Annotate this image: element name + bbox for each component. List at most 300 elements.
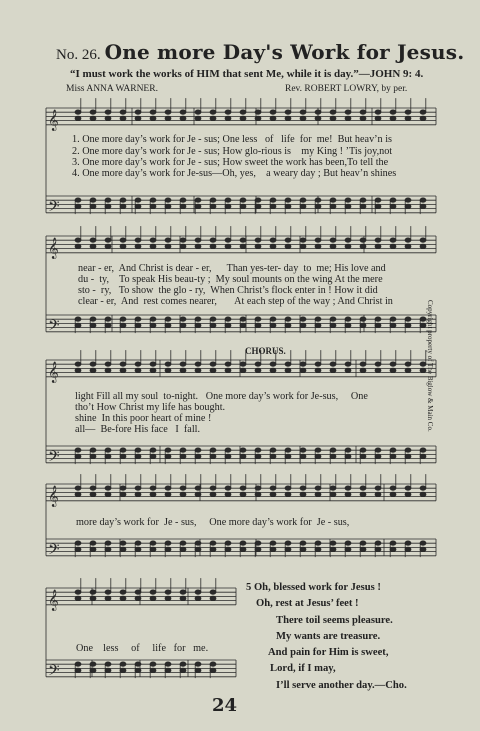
note-head [225, 541, 231, 545]
note-head [330, 244, 336, 248]
lyric-line: One less of life for me. [76, 643, 209, 654]
note-head [210, 323, 216, 327]
note-head [120, 590, 126, 594]
note-head [420, 492, 426, 496]
note-head [330, 317, 336, 321]
note-head [330, 362, 336, 366]
note-head [330, 486, 336, 490]
note-head [165, 486, 171, 490]
note-head [90, 238, 96, 242]
note-head [375, 204, 381, 208]
note-head [405, 204, 411, 208]
note-head [135, 323, 141, 327]
note-head [270, 317, 276, 321]
note-head [105, 116, 111, 120]
note-head [135, 662, 141, 666]
note-head [405, 110, 411, 114]
note-head [390, 492, 396, 496]
hymn-title: One more Day's Work for Jesus. [104, 40, 465, 64]
note-head [315, 323, 321, 327]
note-head [390, 204, 396, 208]
note-head [150, 110, 156, 114]
bass-clef-icon: 𝄢 [48, 540, 60, 562]
note-head [120, 454, 126, 458]
bass-clef-icon: 𝄢 [48, 197, 60, 219]
note-head [270, 541, 276, 545]
note-head [165, 244, 171, 248]
note-head [180, 590, 186, 594]
note-head [195, 362, 201, 366]
note-head [120, 110, 126, 114]
note-head [90, 662, 96, 666]
note-head [420, 448, 426, 452]
note-head [360, 547, 366, 551]
note-head [105, 596, 111, 600]
note-head [255, 492, 261, 496]
lyricist-credit: Miss ANNA WARNER. [66, 84, 158, 94]
note-head [225, 547, 231, 551]
note-head [390, 198, 396, 202]
note-head [270, 198, 276, 202]
note-head [135, 596, 141, 600]
note-head [120, 547, 126, 551]
verse-line: And pain for Him is sweet, [268, 647, 389, 659]
note-head [420, 547, 426, 551]
note-head [360, 204, 366, 208]
note-head [180, 110, 186, 114]
note-head [330, 492, 336, 496]
note-head [180, 368, 186, 372]
note-head [195, 238, 201, 242]
note-head [390, 110, 396, 114]
note-head [195, 116, 201, 120]
note-head [300, 547, 306, 551]
note-head [165, 362, 171, 366]
note-head [240, 362, 246, 366]
note-head [75, 662, 81, 666]
note-head [390, 454, 396, 458]
note-head [285, 323, 291, 327]
note-head [180, 596, 186, 600]
note-head [405, 492, 411, 496]
note-head [375, 198, 381, 202]
note-head [345, 244, 351, 248]
note-head [255, 317, 261, 321]
note-head [90, 590, 96, 594]
note-head [210, 317, 216, 321]
note-head [300, 454, 306, 458]
note-head [210, 541, 216, 545]
note-head [210, 547, 216, 551]
note-head [345, 110, 351, 114]
page-number: 24 [212, 695, 238, 716]
note-head [255, 238, 261, 242]
note-head [135, 590, 141, 594]
note-head [195, 198, 201, 202]
note-head [165, 198, 171, 202]
note-head [390, 323, 396, 327]
note-head [300, 110, 306, 114]
note-head [390, 368, 396, 372]
note-head [150, 662, 156, 666]
note-head [210, 204, 216, 208]
note-head [420, 238, 426, 242]
note-head [195, 454, 201, 458]
note-head [150, 368, 156, 372]
note-head [420, 116, 426, 120]
note-head [105, 198, 111, 202]
verse-line: 5 Oh, blessed work for Jesus ! [246, 582, 381, 593]
note-head [240, 492, 246, 496]
note-head [165, 238, 171, 242]
note-head [390, 244, 396, 248]
note-head [75, 323, 81, 327]
note-head [405, 244, 411, 248]
note-head [120, 368, 126, 372]
note-head [120, 323, 126, 327]
note-head [135, 454, 141, 458]
note-head [105, 317, 111, 321]
note-head [75, 547, 81, 551]
note-head [375, 244, 381, 248]
note-head [105, 362, 111, 366]
note-head [165, 204, 171, 208]
note-head [420, 198, 426, 202]
note-head [195, 323, 201, 327]
note-head [105, 486, 111, 490]
note-head [285, 198, 291, 202]
note-head [285, 238, 291, 242]
note-head [330, 541, 336, 545]
note-head [150, 238, 156, 242]
note-head [225, 198, 231, 202]
note-head [375, 368, 381, 372]
note-head [150, 486, 156, 490]
note-head [255, 448, 261, 452]
note-head [210, 368, 216, 372]
note-head [120, 317, 126, 321]
note-head [330, 110, 336, 114]
note-head [255, 362, 261, 366]
note-head [405, 541, 411, 545]
note-head [180, 238, 186, 242]
note-head [375, 323, 381, 327]
note-head [330, 204, 336, 208]
note-head [345, 486, 351, 490]
note-head [225, 317, 231, 321]
note-head [255, 198, 261, 202]
note-head [225, 204, 231, 208]
note-head [150, 492, 156, 496]
note-head [75, 110, 81, 114]
note-head [105, 368, 111, 372]
note-head [225, 486, 231, 490]
note-head [135, 448, 141, 452]
note-head [120, 596, 126, 600]
note-head [315, 448, 321, 452]
note-head [90, 547, 96, 551]
note-head [345, 238, 351, 242]
note-head [405, 547, 411, 551]
note-head [225, 492, 231, 496]
note-head [240, 486, 246, 490]
note-head [105, 547, 111, 551]
note-head [195, 368, 201, 372]
note-head [105, 454, 111, 458]
note-head [375, 362, 381, 366]
note-head [360, 368, 366, 372]
note-head [270, 204, 276, 208]
note-head [255, 547, 261, 551]
note-head [150, 204, 156, 208]
note-head [240, 547, 246, 551]
note-head [315, 368, 321, 372]
note-head [150, 448, 156, 452]
note-head [285, 486, 291, 490]
note-head [180, 198, 186, 202]
treble-clef-icon: 𝄞 [48, 109, 59, 131]
note-head [105, 668, 111, 672]
note-head [270, 448, 276, 452]
note-head [105, 204, 111, 208]
note-head [240, 317, 246, 321]
note-head [210, 110, 216, 114]
note-head [150, 547, 156, 551]
hymn-header [56, 40, 464, 64]
note-head [120, 492, 126, 496]
note-head [210, 454, 216, 458]
note-head [165, 662, 171, 666]
note-head [405, 448, 411, 452]
note-head [315, 547, 321, 551]
note-head [270, 323, 276, 327]
note-head [375, 486, 381, 490]
note-head [315, 362, 321, 366]
note-head [405, 198, 411, 202]
note-head [375, 116, 381, 120]
verse-line: There toil seems pleasure. [276, 614, 393, 626]
note-head [315, 110, 321, 114]
lyric-line: all— Be-fore His face I fall. [75, 424, 201, 435]
note-head [360, 244, 366, 248]
verse-line: Oh, rest at Jesus’ feet ! [256, 598, 359, 610]
note-head [270, 454, 276, 458]
note-head [420, 486, 426, 490]
verse-line: Lord, if I may, [270, 663, 336, 675]
verse-line: My wants are treasure. [276, 630, 381, 642]
note-head [315, 238, 321, 242]
note-head [90, 317, 96, 321]
lyric-line: du - ty, To speak His beau-ty ; My soul mounts on the wing At the mere [78, 274, 383, 285]
treble-clef-icon: 𝄞 [48, 485, 59, 507]
note-head [405, 238, 411, 242]
verse-line: I’ll serve another day.—Cho. [276, 679, 407, 691]
note-head [75, 368, 81, 372]
note-head [75, 492, 81, 496]
note-head [240, 244, 246, 248]
note-head [180, 323, 186, 327]
note-head [225, 116, 231, 120]
note-head [390, 317, 396, 321]
note-head [105, 492, 111, 496]
note-head [210, 596, 216, 600]
note-head [180, 547, 186, 551]
note-head [360, 110, 366, 114]
note-head [165, 590, 171, 594]
note-head [210, 668, 216, 672]
note-head [150, 454, 156, 458]
note-head [330, 323, 336, 327]
note-head [375, 454, 381, 458]
note-head [165, 323, 171, 327]
lyric-line: light Fill all my soul to-night. One more day’s work for Je-sus, One [75, 391, 368, 402]
note-head [285, 547, 291, 551]
note-head [270, 492, 276, 496]
note-head [150, 668, 156, 672]
verse-five [246, 580, 407, 694]
note-head [285, 362, 291, 366]
lyric-line: clear - er, And rest comes nearer, At each step of the way ; And Christ in [78, 296, 393, 307]
note-head [150, 541, 156, 545]
note-head [405, 486, 411, 490]
note-head [195, 110, 201, 114]
note-head [240, 323, 246, 327]
note-head [225, 362, 231, 366]
note-head [105, 662, 111, 666]
note-head [360, 454, 366, 458]
note-head [240, 204, 246, 208]
note-head [285, 541, 291, 545]
note-head [75, 317, 81, 321]
note-head [420, 110, 426, 114]
note-head [120, 448, 126, 452]
note-head [105, 238, 111, 242]
lyric-line: sto - ry, To show the glo - ry, When Christ’s flock enter in ! How it did [78, 285, 378, 296]
note-head [135, 541, 141, 545]
note-head [315, 204, 321, 208]
note-head [210, 362, 216, 366]
note-head [315, 492, 321, 496]
note-head [375, 317, 381, 321]
note-head [195, 204, 201, 208]
note-head [150, 317, 156, 321]
note-head [135, 204, 141, 208]
note-head [300, 317, 306, 321]
note-head [360, 492, 366, 496]
note-head [135, 110, 141, 114]
note-head [405, 368, 411, 372]
note-head [345, 204, 351, 208]
note-head [195, 486, 201, 490]
note-head [135, 368, 141, 372]
lyric-line: near - er, And Christ is dear - er, Than yes-ter- day to me; His love and [78, 263, 386, 274]
note-head [405, 323, 411, 327]
lyric-line: 4. One more day’s work for Je-sus—Oh, yes, a weary day ; But heav’n shines [72, 168, 397, 179]
note-head [285, 110, 291, 114]
note-head [240, 368, 246, 372]
note-head [90, 110, 96, 114]
note-head [195, 317, 201, 321]
note-head [75, 486, 81, 490]
note-head [75, 596, 81, 600]
note-head [180, 116, 186, 120]
note-head [360, 238, 366, 242]
note-head [390, 547, 396, 551]
note-head [180, 486, 186, 490]
note-head [165, 596, 171, 600]
note-head [120, 116, 126, 120]
note-head [150, 198, 156, 202]
note-head [300, 198, 306, 202]
note-head [270, 238, 276, 242]
note-head [345, 454, 351, 458]
note-head [195, 596, 201, 600]
note-head [120, 238, 126, 242]
note-head [150, 596, 156, 600]
note-head [240, 110, 246, 114]
note-head [120, 668, 126, 672]
note-head [360, 448, 366, 452]
note-head [90, 198, 96, 202]
lyric-line: more day’s work for Je - sus, One more day’s work for Je - sus, [76, 517, 350, 528]
lyric-line: shine In this poor heart of mine ! [75, 413, 212, 424]
note-head [330, 368, 336, 372]
note-head [210, 116, 216, 120]
note-head [180, 541, 186, 545]
note-head [330, 238, 336, 242]
note-head [75, 204, 81, 208]
note-head [360, 323, 366, 327]
note-head [360, 116, 366, 120]
note-head [390, 448, 396, 452]
note-head [270, 362, 276, 366]
note-head [225, 238, 231, 242]
treble-clef-icon: 𝄞 [48, 589, 59, 611]
note-head [180, 454, 186, 458]
note-head [135, 486, 141, 490]
note-head [210, 448, 216, 452]
note-head [345, 448, 351, 452]
note-head [120, 662, 126, 666]
note-head [375, 492, 381, 496]
note-head [390, 116, 396, 120]
note-head [150, 116, 156, 120]
note-head [180, 362, 186, 366]
note-head [165, 454, 171, 458]
note-head [285, 448, 291, 452]
note-head [255, 323, 261, 327]
note-head [75, 116, 81, 120]
note-head [300, 362, 306, 366]
note-head [315, 541, 321, 545]
note-head [75, 590, 81, 594]
note-head [75, 668, 81, 672]
lyric-line: 3. One more day’s work for Je - sus; How sweet the work has been,To tell the [72, 157, 389, 168]
note-head [90, 454, 96, 458]
note-head [210, 244, 216, 248]
note-head [120, 244, 126, 248]
note-head [105, 244, 111, 248]
note-head [165, 547, 171, 551]
note-head [180, 317, 186, 321]
note-head [375, 110, 381, 114]
note-head [405, 454, 411, 458]
note-head [420, 541, 426, 545]
note-head [90, 116, 96, 120]
copyright-note: Copyright property of The Biglow & Main Co. [426, 300, 434, 432]
note-head [300, 448, 306, 452]
note-head [360, 486, 366, 490]
